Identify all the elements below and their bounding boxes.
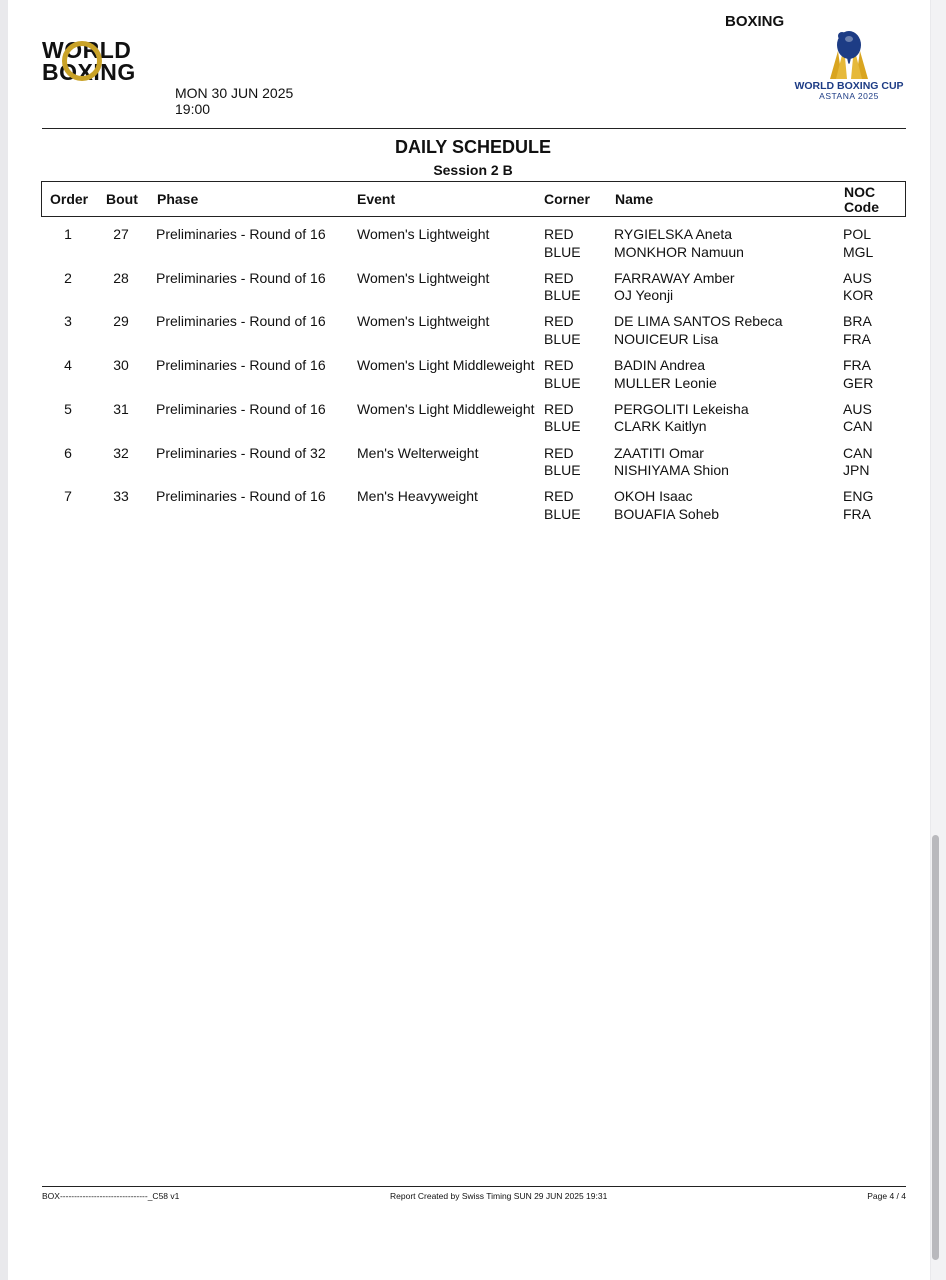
corner-blue: BLUE [544, 330, 581, 347]
bout-cell: 28 [113, 269, 129, 286]
boxer-red-name: FARRAWAY Amber [614, 269, 735, 286]
phase-cell: Preliminaries - Round of 16 [156, 488, 326, 505]
corner-cell [544, 313, 581, 348]
footer-report-info: Report Created by Swiss Timing SUN 29 JUN 2025 19:31 [390, 1191, 608, 1201]
event-cell: Women's Light Middleweight [357, 357, 535, 374]
corner-red: RED [544, 444, 574, 461]
noc-blue: FRA [843, 330, 871, 347]
table-row [42, 401, 904, 441]
corner-red: RED [544, 357, 574, 374]
corner-blue: BLUE [544, 418, 581, 435]
cup-name: WORLD BOXING CUP [794, 80, 904, 92]
corner-blue: BLUE [544, 462, 581, 478]
col-name: Name [615, 191, 654, 207]
phase-cell: Preliminaries - Round of 16 [156, 269, 326, 286]
boxer-blue-name: MULLER Leonie [614, 374, 717, 391]
phase-cell: Preliminaries - Round of 16 [156, 313, 326, 330]
corner-cell [544, 226, 581, 261]
order-cell: 1 [64, 226, 72, 242]
noc-red: BRA [843, 313, 872, 330]
corner-blue: BLUE [544, 287, 581, 304]
corner-cell [544, 270, 581, 305]
footer-page-number: Page 4 / 4 [867, 1191, 906, 1201]
name-cell [614, 357, 717, 392]
header-divider [42, 128, 906, 129]
table-row [42, 226, 904, 266]
boxer-blue-name: OJ Yeonji [614, 287, 674, 304]
footer-doc-code: BOX-------------------------------_C58 v1 [42, 1191, 180, 1201]
world-boxing-cup-logo [792, 27, 906, 103]
phase-cell: Preliminaries - Round of 16 [156, 226, 326, 242]
logo-ring-icon [62, 41, 102, 81]
table-row [42, 445, 904, 485]
sport-name: BOXING [725, 13, 785, 30]
boxer-blue-name: NISHIYAMA Shion [614, 462, 729, 478]
corner-blue: BLUE [544, 374, 581, 391]
event-cell: Women's Lightweight [357, 226, 490, 242]
corner-cell [544, 488, 581, 523]
table-row [42, 270, 904, 310]
name-cell [614, 226, 744, 261]
boxer-red-name: ZAATITI Omar [614, 444, 704, 461]
bout-cell: 29 [113, 313, 129, 330]
bout-cell: 30 [113, 357, 129, 374]
order-cell: 2 [64, 269, 72, 286]
cup-location: ASTANA 2025 [819, 91, 879, 101]
logo-word-world: WORLD [42, 37, 132, 63]
table-row [42, 488, 904, 528]
col-phase: Phase [157, 191, 199, 207]
boxer-red-name: RYGIELSKA Aneta [614, 226, 733, 242]
boxer-red-name: PERGOLITI Lekeisha [614, 400, 749, 417]
bout-cell: 33 [113, 488, 129, 505]
corner-cell [544, 357, 581, 392]
world-boxing-logo [42, 39, 182, 85]
bout-cell: 32 [113, 444, 129, 461]
col-corner: Corner [544, 191, 590, 207]
session-date: MON 30 JUN 2025 [175, 85, 294, 101]
session-label: Session 2 B [433, 162, 513, 178]
logo-word-boxing: BOXING [42, 59, 136, 85]
session-datetime [175, 85, 293, 117]
corner-blue: BLUE [544, 243, 581, 260]
noc-blue: FRA [843, 505, 871, 522]
noc-cell [843, 488, 873, 523]
event-cell: Women's Lightweight [357, 269, 490, 286]
order-cell: 7 [64, 488, 72, 505]
corner-red: RED [544, 269, 574, 286]
order-cell: 4 [64, 357, 72, 374]
noc-cell [843, 313, 872, 348]
table-header [41, 181, 906, 217]
table-row [42, 357, 904, 397]
noc-cell [843, 401, 873, 436]
boxer-blue-name: CLARK Kaitlyn [614, 418, 707, 435]
col-noc-line2: Code [844, 199, 879, 215]
cup-emblem-icon [792, 27, 906, 81]
col-noc-line1: NOC [844, 184, 876, 200]
col-order: Order [50, 191, 89, 207]
footer-divider [42, 1186, 906, 1187]
boxer-blue-name: MONKHOR Namuun [614, 243, 744, 260]
noc-red: AUS [843, 400, 872, 417]
noc-cell [843, 226, 873, 261]
noc-blue: CAN [843, 418, 873, 435]
corner-red: RED [544, 226, 574, 242]
scrollbar-thumb[interactable] [932, 835, 939, 1260]
corner-blue: BLUE [544, 505, 581, 522]
event-cell: Women's Light Middleweight [357, 400, 535, 417]
table-row [42, 313, 904, 353]
col-noc-code [844, 185, 879, 215]
order-cell: 6 [64, 444, 72, 461]
name-cell [614, 445, 729, 480]
phase-cell: Preliminaries - Round of 16 [156, 400, 326, 417]
page-title: DAILY SCHEDULE [394, 137, 552, 157]
phase-cell: Preliminaries - Round of 16 [156, 357, 326, 374]
col-bout: Bout [106, 191, 138, 207]
event-cell: Men's Welterweight [357, 444, 479, 461]
order-cell: 3 [64, 313, 72, 330]
noc-red: POL [843, 226, 872, 242]
phase-cell: Preliminaries - Round of 32 [156, 444, 326, 461]
name-cell [614, 270, 735, 305]
noc-cell [843, 445, 873, 480]
noc-cell [843, 270, 873, 305]
noc-cell [843, 357, 873, 392]
noc-blue: KOR [843, 287, 874, 304]
noc-red: AUS [843, 269, 872, 286]
noc-red: ENG [843, 488, 874, 505]
corner-red: RED [544, 400, 574, 417]
bout-cell: 31 [113, 400, 129, 417]
col-event: Event [357, 191, 396, 207]
boxer-red-name: OKOH Isaac [614, 488, 693, 505]
name-cell [614, 401, 749, 436]
boxer-blue-name: BOUAFIA Soheb [614, 505, 720, 522]
name-cell [614, 313, 783, 348]
boxer-red-name: DE LIMA SANTOS Rebeca [614, 313, 783, 330]
corner-cell [544, 445, 581, 480]
boxer-red-name: BADIN Andrea [614, 357, 706, 374]
session-time: 19:00 [175, 101, 211, 117]
event-cell: Men's Heavyweight [357, 488, 478, 505]
event-cell: Women's Lightweight [357, 313, 490, 330]
order-cell: 5 [64, 400, 72, 417]
noc-red: CAN [843, 444, 873, 461]
bout-cell: 27 [113, 226, 129, 242]
noc-blue: JPN [843, 462, 870, 478]
corner-red: RED [544, 313, 574, 330]
noc-red: FRA [843, 357, 871, 374]
corner-cell [544, 401, 581, 436]
name-cell [614, 488, 719, 523]
boxer-blue-name: NOUICEUR Lisa [614, 330, 719, 347]
noc-blue: GER [843, 374, 874, 391]
noc-blue: MGL [843, 243, 874, 260]
corner-red: RED [544, 488, 574, 505]
